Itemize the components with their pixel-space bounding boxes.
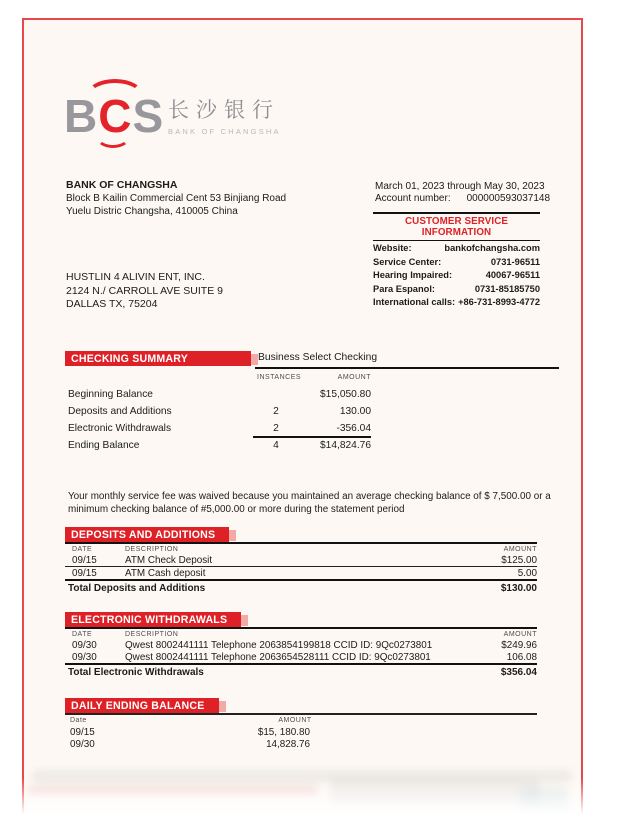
checking-summary-header: CHECKING SUMMARY (65, 351, 251, 366)
bottom-fade-overlay (0, 778, 638, 834)
bank-name-chinese: 长沙银行 (168, 99, 280, 122)
col-header-date: DATE (72, 631, 93, 638)
cell-amount: $15, 180.80 (257, 727, 310, 738)
cs-value: 40067-96511 (485, 270, 540, 281)
cs-row-hearing-impaired (373, 269, 540, 282)
cell-amount: 106.08 (506, 652, 537, 663)
row-label: Deposits and Additions (68, 406, 172, 417)
recipient-name: HUSTLIN 4 ALIVIN ENT, INC. (66, 271, 205, 283)
row-instances: 2 (273, 406, 279, 417)
cell-date: 09/15 (70, 727, 95, 738)
section-divider-line (65, 542, 537, 544)
cell-description: Qwest 8002441111 Telephone 2063654528111 CCID ID: 9Qc0273801 (125, 652, 431, 663)
cs-label: Service Center: (373, 256, 442, 267)
cs-row-para-espanol (373, 283, 540, 296)
col-header-date: Date (70, 717, 87, 724)
logo-letter-b: B (64, 90, 99, 142)
section-divider-line (65, 627, 537, 629)
col-header-date: DATE (72, 546, 93, 553)
section-divider-line (65, 713, 537, 715)
bank-address-line1: Block B Kailin Commercial Cent 53 Binjiang Road (66, 193, 287, 204)
col-header-instances: INSTANCES (257, 374, 302, 381)
bcs-logo-letters (64, 86, 164, 146)
cell-date: 09/30 (70, 739, 95, 750)
total-separator-line (65, 663, 537, 665)
cs-value: 0731-96511 (490, 256, 540, 267)
withdrawals-section-header: ELECTRONIC WITHDRAWALS (65, 612, 241, 627)
account-number-label: Account number: (375, 193, 451, 204)
table-row (0, 739, 638, 751)
col-header-amount: AMOUNT (278, 717, 312, 724)
bank-address-block (66, 179, 286, 218)
col-header-description: DESCRIPTION (125, 546, 179, 553)
daily-balance-section-header: DAILY ENDING BALANCE (65, 698, 219, 713)
cell-date: 09/15 (72, 555, 97, 566)
row-separator-line (65, 566, 537, 567)
row-amount: 130.00 (339, 406, 371, 417)
table-row (0, 727, 638, 739)
row-amount: $15,050.80 (320, 389, 371, 400)
cs-label: Hearing Impaired: (373, 270, 453, 281)
account-number-line (375, 193, 550, 204)
summary-row-deposits (68, 406, 371, 420)
cs-value: +86-731-8993-4772 (458, 297, 540, 308)
account-type-label: Business Select Checking (258, 352, 378, 363)
cs-label: Para Espanol: (373, 283, 436, 294)
deposits-total-label: Total Deposits and Additions (68, 583, 206, 594)
col-header-amount: AMOUNT (503, 546, 537, 553)
cell-date: 09/15 (72, 568, 97, 579)
cell-amount: $125.00 (501, 555, 537, 566)
logo-letter-s: S (132, 90, 165, 142)
bank-logo-names (168, 94, 328, 136)
row-amount: $14,824.76 (320, 440, 371, 451)
deposits-total-amount: $130.00 (500, 583, 537, 594)
row-label: Ending Balance (68, 440, 140, 451)
cs-label: Website: (373, 243, 412, 253)
summary-row-withdrawals (68, 423, 371, 437)
cell-amount: $249.96 (501, 640, 537, 651)
cell-amount: 5.00 (517, 568, 537, 579)
cell-description: ATM Cash deposit (125, 568, 206, 579)
withdrawals-total-label: Total Electronic Withdrawals (68, 667, 204, 678)
bank-name-english: BANK OF CHANGSHA (168, 127, 281, 136)
col-header-amount: AMOUNT (337, 374, 371, 381)
withdrawals-total-amount: $356.04 (500, 667, 537, 678)
table-row (0, 640, 638, 652)
cs-label: International calls: (373, 297, 456, 308)
account-number-value: 000000593037148 (466, 193, 551, 204)
bank-address-line2: Yuelu Distric Changsha, 410005 China (66, 206, 238, 217)
cell-description: ATM Check Deposit (125, 555, 213, 566)
col-header-amount: AMOUNT (503, 631, 537, 638)
logo-arc-top-icon (86, 79, 144, 113)
row-label: Electronic Withdrawals (68, 423, 172, 434)
logo-arc-bottom-icon (96, 126, 130, 148)
deposits-section-header: DEPOSITS AND ADDITIONS (65, 527, 229, 542)
row-instances: 4 (273, 440, 279, 451)
summary-row-ending-balance (68, 440, 371, 454)
recipient-address-line2: DALLAS TX, 75204 (66, 298, 158, 310)
summary-row-beginning-balance (68, 389, 371, 403)
total-separator-line (253, 436, 371, 438)
row-instances: 2 (273, 423, 279, 434)
cell-description: Qwest 8002441111 Telephone 2063854199818 CCID ID: 9Qc0273801 (125, 640, 433, 651)
bank-logo (64, 86, 281, 148)
cs-row-service-center (373, 256, 540, 269)
cs-row-website (373, 242, 540, 255)
customer-service-box (373, 212, 540, 309)
cs-value: bankofchangsha.com (444, 243, 540, 253)
cs-value: 0731-85185750 (474, 283, 540, 294)
row-amount: -356.04 (336, 423, 371, 434)
col-header-description: DESCRIPTION (125, 631, 179, 638)
cell-date: 09/30 (72, 652, 97, 663)
statement-period: March 01, 2023 through May 30, 2023 (375, 181, 545, 192)
total-separator-line (65, 579, 537, 581)
service-fee-note: Your monthly service fee was waived because you maintained an average checking balance of $ 7,500.00 or a minimum checking balance of #5,000.00 or more during the statement period (68, 491, 551, 515)
subtitle-underline (255, 367, 559, 369)
recipient-address-block (66, 271, 223, 312)
recipient-address-line1: 2124 N./ CARROLL AVE SUITE 9 (66, 284, 223, 297)
cell-amount: 14,828.76 (266, 739, 310, 750)
customer-service-title: CUSTOMER SERVICE INFORMATION (373, 212, 540, 241)
bank-name: BANK OF CHANGSHA (66, 179, 178, 191)
row-label: Beginning Balance (68, 389, 153, 400)
cs-row-international (373, 296, 540, 309)
logo-letter-c: C (98, 90, 133, 142)
cell-date: 09/30 (72, 640, 97, 651)
